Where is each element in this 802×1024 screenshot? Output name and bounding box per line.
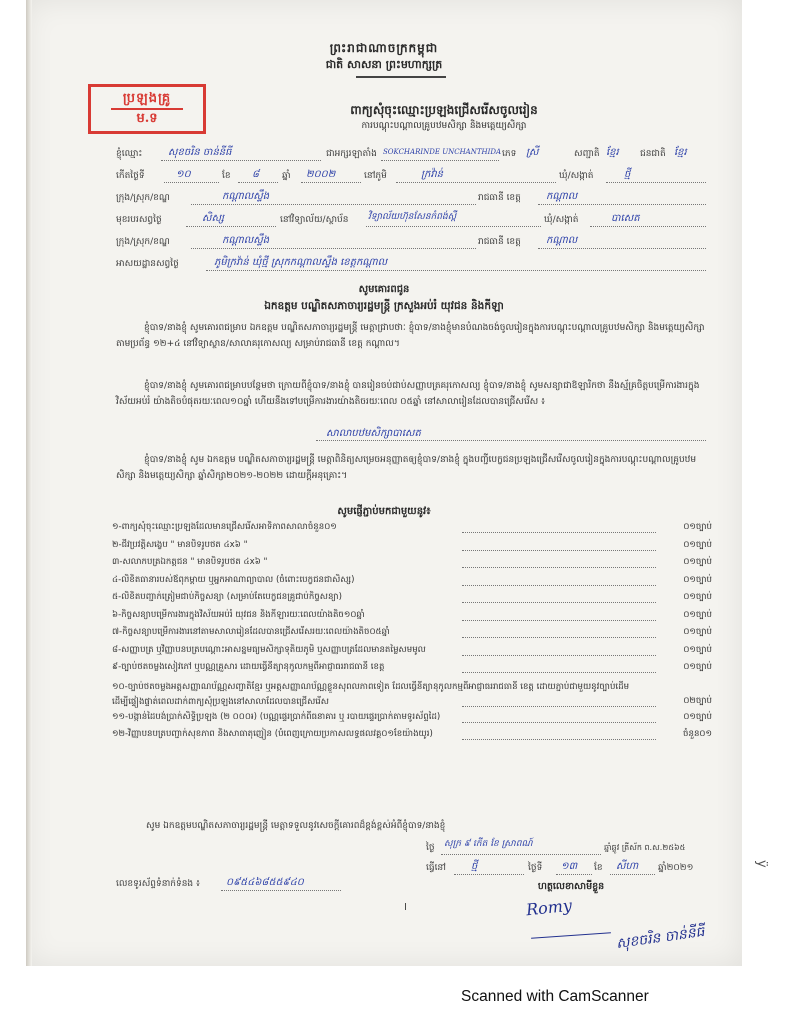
paragraph-3: ខ្ញុំបាទ/នាងខ្ញុំ សូម ឯកឧត្ដម បណ្ឌិតសភាចារ្យរដ្ឋមន្ត្រី មេត្តាពិនិត្យសម្រេចអនុញ្ញាតឲ្យខ្ញុំបាទ/នាងខ្ញុំ ក្នុងបញ្ជីបេក្ខជនប្រឡងជ្រើសរើសចូលរៀនក្នុងការបណ្ដុះបណ្ដាលគ្រូបឋមសិក្សា និងមត្តេយ្យសិក្សា ឆ្នាំសិក្សា២០២១-២០២២ ដោយក្ដីអនុគ្រោះ។	[116, 455, 697, 481]
birth-village-value[interactable]: ក្រវ៉ាន់	[421, 169, 444, 180]
attachment-count: ០១ច្បាប់	[683, 557, 712, 567]
dob-month-dots	[238, 182, 278, 183]
stamp-line-1: ប្រឡងគ្រូ	[122, 91, 172, 106]
work-commune-value[interactable]: បាសេត	[611, 213, 640, 224]
latin-value[interactable]: SOKCHARINDE UNCHANTHIDA	[383, 148, 502, 156]
occupation-value[interactable]: សិស្ស	[202, 213, 225, 224]
work-district-value[interactable]: កណ្ដាលស្ទឹង	[222, 235, 270, 246]
attachment-dots	[462, 602, 656, 603]
header-kingdom: ព្រះរាជាណាចក្រកម្ពុជា	[329, 41, 439, 55]
selected-school[interactable]: សាលាបឋមសិក្សាបាសេត	[326, 428, 421, 439]
made-month-dots	[610, 874, 655, 875]
attachment-dots	[462, 567, 656, 568]
dob-day-dots	[164, 182, 219, 183]
stamp-line-2: ម.ទ	[111, 108, 183, 128]
attachment-count: ០១ច្បាប់	[683, 592, 712, 602]
lunar-date-value[interactable]: សុក្រ ៩ កើត ខែ ស្រាពណ៍	[444, 839, 533, 849]
dob-year-label: ឆ្នាំ	[282, 171, 291, 181]
nationality-label: សញ្ជាតិ	[574, 149, 600, 159]
attachment-label: ២-ជីវប្រវត្តិសង្ខេប " មានបិទរូបថត ៤x៦ "	[112, 539, 248, 550]
work-district-dots	[191, 248, 476, 249]
side-mark: ÿ	[754, 860, 769, 868]
work-province-dots	[538, 248, 706, 249]
work-district-label: ក្រុង/ស្រុក/ខណ្ឌ	[116, 237, 170, 247]
attachment-count: ០១ច្បាប់	[683, 627, 712, 637]
made-at-value[interactable]: ថ្មី	[471, 861, 478, 872]
attachment-count: ០១ច្បាប់	[683, 574, 712, 585]
workplace-dots	[366, 226, 541, 227]
dob-day-value[interactable]: ១០	[176, 169, 191, 180]
form-title: ពាក្យសុំចុះឈ្មោះប្រឡងជ្រើសរើសចូលរៀន	[350, 103, 538, 117]
attachment-dots	[462, 722, 656, 723]
attachment-label: ១-ពាក្យសុំចុះឈ្មោះប្រឡងដែលមានជ្រើសរើសអាទិភាពសាលាចំនួន០១	[112, 522, 337, 532]
dob-month-label: ខែ	[222, 171, 231, 181]
work-province-value[interactable]: កណ្ដាល	[546, 235, 578, 246]
phone-label: លេខទូរស័ព្ទទំនាក់ទំនង ៖	[116, 879, 200, 889]
dob-day-label: កើតថ្ងៃទី	[116, 171, 145, 181]
signature-label: ហត្ថលេខាសាមីខ្លួន	[537, 881, 605, 892]
motto-divider	[356, 76, 446, 78]
attachment-label: ៦-កិច្ចសន្យាបម្រើការងារក្នុងវិស័យអប់រំ យុវជន និងកីឡារយៈពេលយ៉ាងតិច១០ឆ្នាំ	[112, 609, 365, 620]
made-year: ឆ្នាំ២០២១	[658, 863, 694, 873]
lunar-date-label: ថ្ងៃ	[426, 843, 435, 853]
name-value[interactable]: សុខចរិន ចាន់នីធី	[168, 147, 232, 158]
made-month-label: ខែ	[594, 863, 603, 873]
signature-scribble: Romy	[525, 895, 573, 920]
camscanner-footer: Scanned with CamScanner	[461, 988, 649, 1005]
attachment-label: ៩-ច្បាប់ថតចម្លងសៀវភៅ ឬបណ្ណគ្រួសារ ដោយធ្វើនីត្យានុកូលកម្មពីអាជ្ញាធររាជធានី ខេត្ត	[112, 662, 385, 672]
birth-commune-value[interactable]: ថ្មី	[624, 169, 631, 180]
attachment-item	[112, 557, 712, 573]
made-month-value[interactable]: សីហា	[616, 861, 639, 872]
workplace-value[interactable]: វិទ្យាល័យហ៊ុនសែនកំពង់ស្ពឺ	[368, 212, 457, 222]
attachment-item	[112, 592, 712, 608]
attachment-label: ១២-វិញ្ញាបនបត្របញ្ជាក់សុខភាព និងសាធាតុញៀន (បំពេញក្រោយប្រកាសលទ្ធផលវគ្គ០១ខែយ៉ាងយូរ)	[112, 729, 433, 739]
name-dots	[161, 160, 321, 161]
lunar-date-dots	[441, 854, 601, 855]
latin-dots	[381, 160, 499, 161]
lunar-year: ឆ្នាំឆ្លូវ ត្រីស័ក ព.ស.២៥៦៥	[604, 843, 686, 852]
birth-commune-label: ឃុំ/សង្កាត់	[559, 171, 594, 181]
paragraph-1: ខ្ញុំបាទ/នាងខ្ញុំ សូមគោរពជម្រាប ឯកឧត្ដម បណ្ឌិតសភាចារ្យរដ្ឋមន្ត្រី មេត្តាជ្រាបថាៈ ខ្ញុំបាទ/នាងខ្ញុំមានបំណងចង់ចូលរៀនក្នុងការបណ្ដុះបណ្ដាលគ្រូបឋមសិក្សា និងមត្តេយ្យសិក្សាតាមប្រព័ន្ធ ១២+៤ នៅវិទ្យាស្ថាន/សាលាគរុកោសល្យ សម្រាប់រាជធានី ខេត្ត កណ្ដាល។	[116, 323, 705, 349]
attachment-item	[112, 540, 712, 556]
attachment-count: ០១ច្បាប់	[683, 522, 712, 532]
attachment-count: ០១ច្បាប់	[683, 539, 712, 550]
dob-month-value[interactable]: ៨	[252, 169, 260, 180]
attachment-item	[112, 712, 712, 728]
birth-province-value[interactable]: កណ្ដាល	[546, 191, 578, 202]
attachment-dots	[462, 637, 656, 638]
attachment-dots	[462, 655, 656, 656]
attachment-dots	[462, 739, 656, 740]
birth-province-dots	[538, 204, 706, 205]
birth-province-label: រាជធានី ខេត្ត	[478, 193, 521, 203]
addressee-title: ឯកឧត្ដម បណ្ឌិតសភាចារ្យរដ្ឋមន្ត្រី ក្រសួងអប់រំ យុវជន និងកីឡា	[264, 300, 504, 312]
attachment-dots	[462, 550, 656, 551]
nationality-value[interactable]: ខ្មែរ	[606, 147, 619, 158]
ethnicity-label: ជនជាតិ	[640, 149, 666, 159]
address-label: អាសយដ្ឋានសព្វថ្ងៃ	[116, 259, 179, 269]
attachment-count: ០១ច្បាប់	[683, 711, 712, 722]
attachment-item	[112, 522, 712, 538]
occupation-dots	[186, 226, 276, 227]
attachment-item	[112, 662, 712, 678]
work-commune-dots	[590, 226, 706, 227]
attachment-item	[112, 645, 712, 661]
ethnicity-value[interactable]: ខ្មែរ	[674, 147, 687, 158]
work-commune-label: ឃុំ/សង្កាត់	[544, 215, 579, 225]
made-at-dots	[454, 874, 524, 875]
latin-label: ជាអក្សរឡាតាំង	[326, 149, 377, 159]
attachment-count: ចំនួន០១	[683, 729, 712, 739]
selected-school-dots	[316, 440, 706, 441]
made-day-label: ថ្ងៃទី	[528, 863, 543, 873]
signature-underline	[531, 932, 611, 939]
attachments-heading: សូមផ្ញើភ្ជាប់មកជាមួយនូវ៖	[337, 506, 431, 517]
made-at-label: ធ្វើនៅ	[426, 863, 446, 873]
attachment-dots	[462, 620, 656, 621]
birth-village-dots	[396, 182, 556, 183]
paper-edge	[26, 0, 32, 966]
gender-label: ភេទ	[502, 149, 517, 159]
attachment-item	[112, 729, 712, 745]
header-motto: ជាតិ សាសនា ព្រះមហាក្សត្រ	[325, 58, 443, 71]
dob-year-value[interactable]: ២០០២	[306, 169, 336, 180]
scanned-document	[26, 0, 769, 966]
address-dots	[206, 270, 706, 271]
birth-commune-dots	[606, 182, 706, 183]
attachment-count: ០១ច្បាប់	[683, 662, 712, 672]
attachment-count: ០១ច្បាប់	[683, 644, 712, 655]
attachment-item	[112, 627, 712, 643]
address-value[interactable]: ភូមិក្រវ៉ាន់ ឃុំថ្មី ស្រុកកណ្ដាលស្ទឹង ខេត្តកណ្ដាល	[214, 257, 388, 268]
gender-value[interactable]: ស្រី	[526, 147, 539, 158]
attachment-item	[112, 680, 712, 712]
paragraph-2: ខ្ញុំបាទ/នាងខ្ញុំ សូមគោរពជម្រាបបន្ថែមថា ក្រោយពីខ្ញុំបាទ/នាងខ្ញុំ បានរៀនចប់ជាប់សញ្ញាបត្រគរុកោសល្យ ខ្ញុំបាទ/នាងខ្ញុំ សូមសន្យាជាឱឡារិកថា នឹងស្ម័គ្រចិត្តបម្រើការងារក្នុងវិស័យអប់រំ យ៉ាងតិចបំផុតរយៈពេល១០ឆ្នាំ ហើយនឹងទៅបម្រើការងារយ៉ាងតិចរយៈពេល ០៥ឆ្នាំ នៅសាលារៀនដែលបានជ្រើសរើស ៖	[116, 381, 700, 407]
attachment-item	[112, 575, 712, 591]
attachment-dots	[462, 585, 656, 586]
work-province-label: រាជធានី ខេត្ត	[478, 237, 521, 247]
attachment-item	[112, 610, 712, 626]
attachment-count: ០១ច្បាប់	[683, 609, 712, 620]
phone-dots	[221, 890, 341, 891]
workplace-label: នៅវិទ្យាល័យ/ស្ថាប័ន	[280, 215, 349, 225]
attachment-label: ១០-ច្បាប់ថតចម្លងអត្តសញ្ញាណប័ណ្ណសញ្ជាតិខ្មែរ ឬអត្តសញ្ញាណប័ណ្ណខ្លួនសុពលភាពទៀត ដែលធ្វើនីត្យានុកូលកម្មពីអាជ្ញាធររាជធានី ខេត្ត ដោយភ្ជាប់ជាមួយនូវច្បាប់ដើម ដើម្បីផ្ទៀងផ្ទាត់ពេលដាក់ពាក្យសុំប្រឡងនៅសាលាដែលបានជ្រើសរើស	[112, 681, 630, 707]
page-mark: I	[404, 902, 407, 913]
name-label: ខ្ញុំឈ្មោះ	[116, 149, 143, 159]
birth-district-label: ក្រុង/ស្រុក/ខណ្ឌ	[116, 193, 170, 203]
attachment-label: ៤-លិខិតធានារបស់ឪពុកម្ដាយ ឬអ្នកអាណាព្យាបាល (ចំពោះបេក្ខជនជាសិស្ស)	[112, 574, 355, 585]
attachment-label: ៨-សញ្ញាបត្រ ឬវិញ្ញាបនបត្របណ្ដោះអាសន្នមធ្យមសិក្សាទុតិយភូមិ ឬសញ្ញាបត្រដែលមានតម្លៃសមមូល	[112, 644, 426, 655]
attachment-dots	[462, 672, 656, 673]
form-subtitle: ការបណ្ដុះបណ្ដាលគ្រូបឋមសិក្សា និងមត្តេយ្យសិក្សា	[361, 121, 527, 131]
attachment-label: ១១-បង្កាន់ដៃបង់ប្រាក់សិទ្ធិប្រឡង (២ ០០០៛) (បណ្ណផ្ទេរប្រាក់ពីធនាគារ ឬ របាយផ្ទេរប្រាក់តាមទូរស័ព្ទដៃ)	[112, 711, 441, 722]
made-day-value[interactable]: ១៣	[561, 861, 578, 872]
birth-district-value[interactable]: កណ្ដាលស្ទឹង	[222, 191, 270, 202]
birth-district-dots	[191, 204, 476, 205]
birth-village-label: នៅភូមិ	[364, 171, 387, 181]
attachment-dots	[462, 532, 656, 533]
attachment-label: ៧-កិច្ចសន្យាបម្រើការងារនៅតាមសាលារៀនដែលបានជ្រើសរើសរយៈពេលយ៉ាងតិច០៥ឆ្នាំ	[112, 627, 390, 637]
attachment-label: ៥-លិខិតបញ្ជាក់ត្រៀមជាប់កិច្ចសន្យា (សម្រាប់តែបេក្ខជនគ្រូជាប់កិច្ចសន្យា)	[112, 592, 342, 602]
phone-value[interactable]: ០៩៥៤៦៨៥៥៩៤០	[226, 877, 304, 888]
made-day-dots	[556, 874, 592, 875]
occupation-label: មុខរបរសព្វថ្ងៃ	[116, 215, 162, 225]
attachment-count: ០២ច្បាប់	[683, 695, 712, 706]
attachment-label: ៣-សលាកបត្រឯកត្តជន " មានបិទរូបថត ៤x៦ "	[112, 557, 268, 567]
respect-line: សូមគោរពជូន	[358, 284, 410, 295]
dob-year-dots	[301, 182, 361, 183]
closing-text: សូម ឯកឧត្ដមបណ្ឌិតសភាចារ្យរដ្ឋមន្ត្រី មេត្តាទទួលនូវសេចក្ដីគោរពដ៏ខ្ពង់ខ្ពស់អំពីខ្ញុំបាទ/នាងខ្ញុំ	[146, 821, 446, 831]
signature-name-khmer: សុខចរិន ចាន់នីធី	[615, 923, 706, 953]
